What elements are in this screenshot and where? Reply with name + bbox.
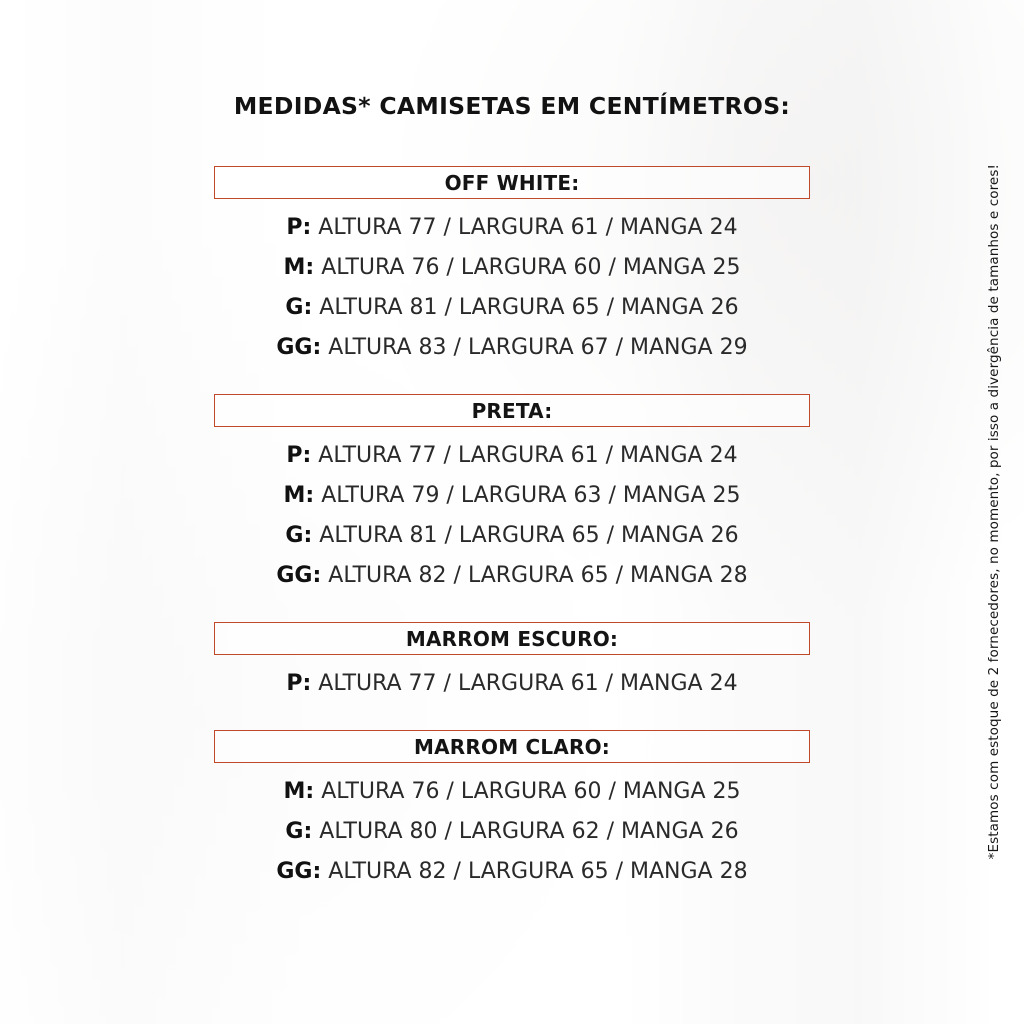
size-measurements: ALTURA 77 / LARGURA 61 / MANGA 24 — [318, 671, 738, 696]
section-header-marrom-claro — [214, 730, 810, 763]
size-measurements: ALTURA 77 / LARGURA 61 / MANGA 24 — [318, 215, 738, 240]
list-item — [214, 248, 810, 288]
size-label: P: — [286, 443, 312, 468]
list-item — [214, 556, 810, 596]
section-title: OFF WHITE: — [444, 170, 580, 195]
list-item — [214, 812, 810, 852]
section-marrom-escuro — [214, 622, 810, 704]
size-rows — [214, 436, 810, 596]
size-label: GG: — [276, 859, 322, 884]
size-measurements: ALTURA 82 / LARGURA 65 / MANGA 28 — [328, 859, 748, 884]
section-off-white — [214, 166, 810, 368]
section-title: MARROM ESCURO: — [405, 626, 619, 651]
stock-disclaimer-text: *Estamos com estoque de 2 fornecedores, no momento, por isso a divergência de tamanhos e cores! — [986, 164, 1002, 860]
stock-disclaimer — [974, 0, 1014, 1024]
size-label: M: — [283, 255, 315, 280]
list-item — [214, 772, 810, 812]
section-title: PRETA: — [471, 398, 553, 423]
size-label: P: — [286, 215, 312, 240]
list-item — [214, 476, 810, 516]
size-measurements: ALTURA 80 / LARGURA 62 / MANGA 26 — [319, 819, 739, 844]
list-item — [214, 288, 810, 328]
size-measurements: ALTURA 83 / LARGURA 67 / MANGA 29 — [328, 335, 748, 360]
size-label: M: — [283, 779, 315, 804]
size-rows — [214, 208, 810, 368]
size-label: GG: — [276, 335, 322, 360]
size-label: G: — [285, 523, 313, 548]
size-label: GG: — [276, 563, 322, 588]
section-header-preta — [214, 394, 810, 427]
size-measurements: ALTURA 76 / LARGURA 60 / MANGA 25 — [321, 779, 741, 804]
size-label: G: — [285, 295, 313, 320]
page-title: MEDIDAS* CAMISETAS EM CENTÍMETROS: — [233, 92, 791, 120]
size-rows — [214, 664, 810, 704]
size-measurements: ALTURA 82 / LARGURA 65 / MANGA 28 — [328, 563, 748, 588]
size-measurements: ALTURA 79 / LARGURA 63 / MANGA 25 — [321, 483, 741, 508]
list-item — [214, 516, 810, 556]
measurement-sections — [214, 166, 810, 892]
section-header-marrom-escuro — [214, 622, 810, 655]
size-measurements: ALTURA 81 / LARGURA 65 / MANGA 26 — [319, 523, 739, 548]
list-item — [214, 664, 810, 704]
list-item — [214, 208, 810, 248]
list-item — [214, 852, 810, 892]
size-measurements: ALTURA 77 / LARGURA 61 / MANGA 24 — [318, 443, 738, 468]
list-item — [214, 436, 810, 476]
section-marrom-claro — [214, 730, 810, 892]
section-header-off-white — [214, 166, 810, 199]
size-label: P: — [286, 671, 312, 696]
size-label: M: — [283, 483, 315, 508]
section-title: MARROM CLARO: — [414, 734, 610, 759]
size-label: G: — [285, 819, 313, 844]
size-rows — [214, 772, 810, 892]
section-preta — [214, 394, 810, 596]
size-measurements: ALTURA 81 / LARGURA 65 / MANGA 26 — [319, 295, 739, 320]
size-measurements: ALTURA 76 / LARGURA 60 / MANGA 25 — [321, 255, 741, 280]
list-item — [214, 328, 810, 368]
